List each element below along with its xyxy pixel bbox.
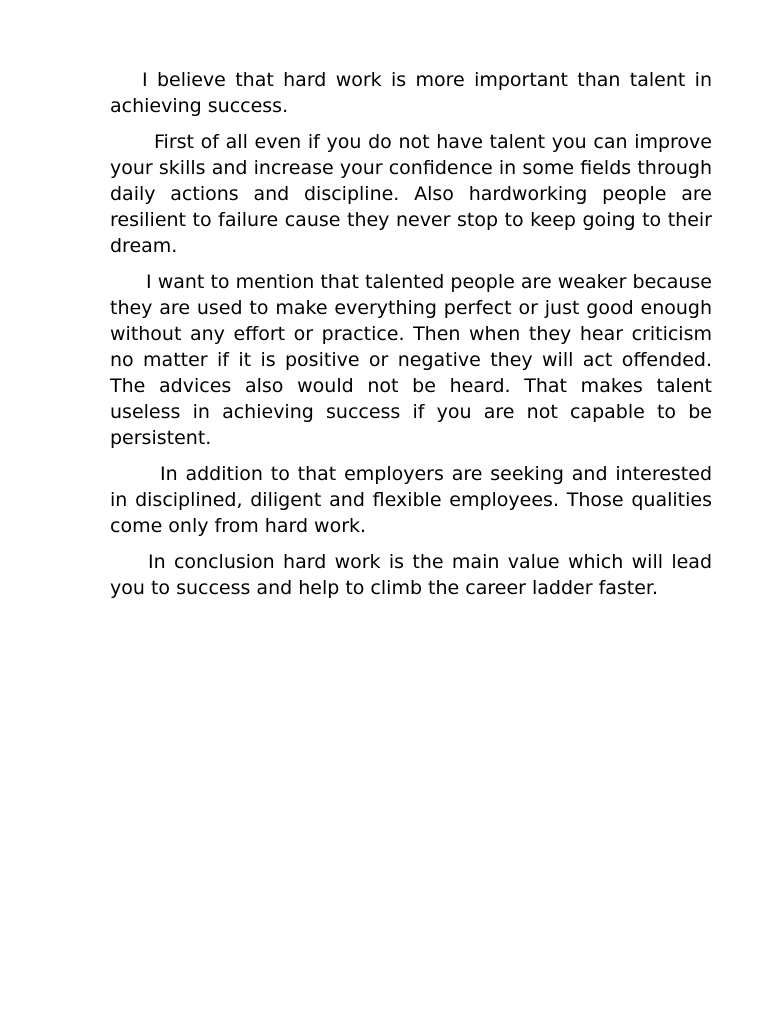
paragraph-intro: I believe that hard work is more important than talent in achieving success. [110, 69, 712, 117]
paragraph-third-argument: In addition to that employers are seeking and interested in disciplined, diligent and flexible employees. Those qualities come only from hard work. [110, 463, 712, 537]
paragraph-second-argument: I want to mention that talented people are weaker because they are used to make everything perfect or just good enough without any effort or practice. Then when they hear criticism no matter if it is positive or negative they will act offended. The advices also would not be heard. That makes talent useless in achieving success if you are not capable to be persistent. [110, 271, 712, 449]
document-page [110, 67, 712, 611]
paragraph-first-argument: First of all even if you do not have talent you can improve your skills and increase your confidence in some fields through daily actions and discipline. Also hardworking people are resilient to failure cause they never stop to keep going to their dream. [110, 131, 712, 257]
paragraph-conclusion: In conclusion hard work is the main value which will lead you to success and help to climb the career ladder faster. [110, 551, 712, 599]
